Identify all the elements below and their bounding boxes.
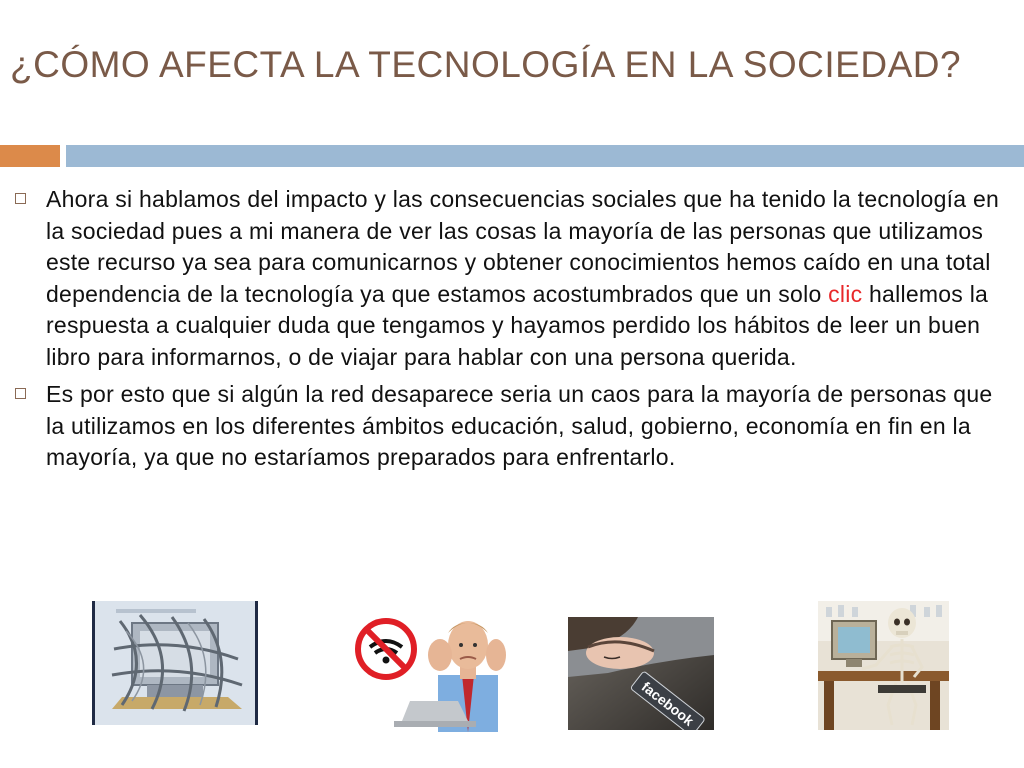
woman-facebook-keyboard-image: [568, 617, 714, 730]
accent-bar-orange: [0, 145, 60, 167]
no-wifi-stressed-man-image: [350, 609, 509, 732]
square-bullet-icon: [15, 388, 26, 399]
highlighted-word: clic: [828, 280, 863, 307]
square-bullet-icon: [15, 193, 26, 204]
bullet-item: [12, 379, 1016, 474]
bullet-text: Es por esto que si algún la red desaparece seria un caos para la mayoría de personas que la utilizamos en los diferentes ámbitos educación, salud, gobierno, economía en fin en la mayoría, ya que no estaríamos preparados para enfrentarlo.: [46, 381, 993, 470]
accent-bar-blue: [66, 145, 1024, 167]
bullet-text: Ahora si hablamos del impacto y las consecuencias sociales que ha tenido la tecnología en la sociedad pues a mi manera de ver las cosas la mayoría de las personas que utilizamos este recurso ya sea para comunicarnos y obtener conocimientos hemos caído en una total dependencia de la tecnología ya que estamos acostumbrados que un solo clic hallemos la respuesta a cualquier duda que tengamos y hayamos perdido los hábitos de leer un buen libro para informarnos, o de viajar para hablar con una persona querida.: [46, 186, 1000, 370]
facebook-key-text: facebook: [638, 678, 697, 729]
no-wifi-icon: [358, 621, 414, 677]
slide-title: ¿CÓMO AFECTA LA TECNOLOGÍA EN LA SOCIEDAD?: [10, 44, 962, 85]
bullet-list: [12, 184, 1016, 480]
skeleton-at-computer-image: [818, 601, 949, 730]
chained-computer-image: [92, 601, 258, 725]
bullet-item: [12, 184, 1016, 373]
